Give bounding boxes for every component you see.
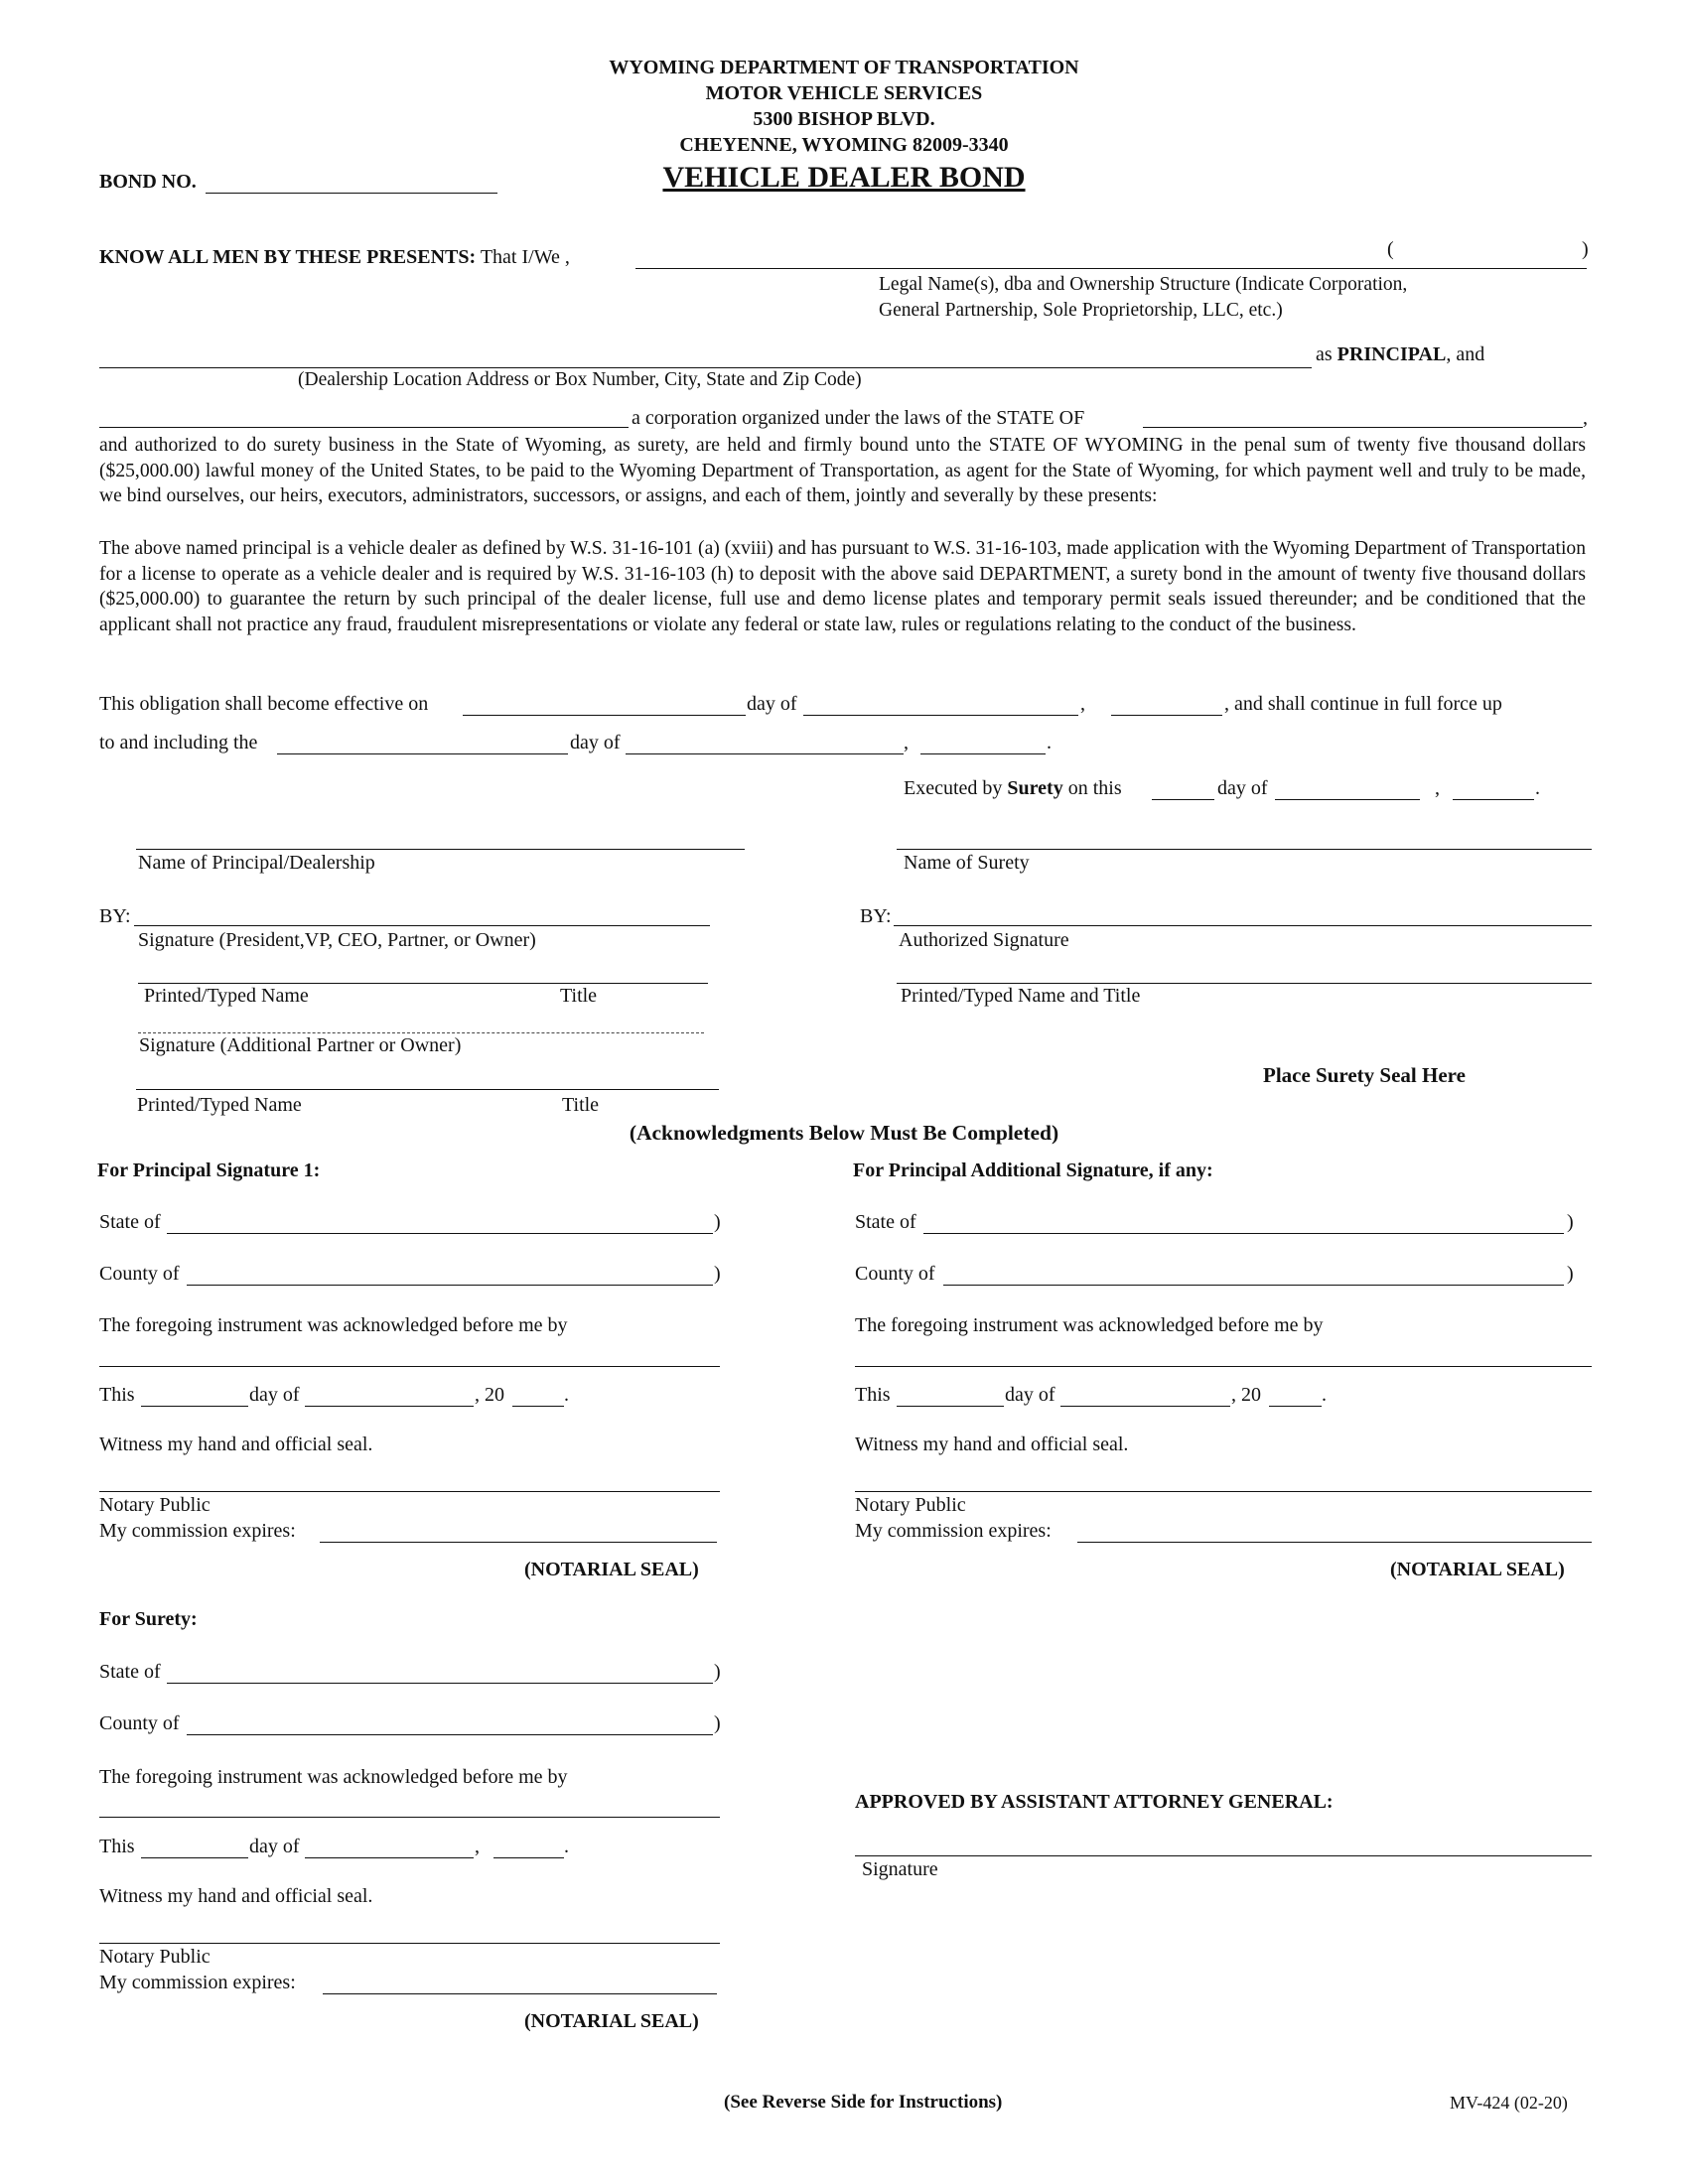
printed-name-1-label: Printed/Typed Name: [144, 985, 309, 1007]
bond-paragraph-1: and authorized to do surety business in the State of Wyoming, as surety, are held and firmly bound unto the STATE OF WYOMING in the penal sum of twenty five thousand dollars ($25,000.00) lawful money of the United States, to be paid to the Wyoming Department of Transportation, as agent for the State of Wyoming, for which payment well and truly to be made, we bind ourselves, our heirs, executors, administrators, successors, or assigns, and each of them, jointly and severally by these presents:: [99, 435, 1586, 507]
s-notary-label: Notary Public: [99, 1946, 211, 1968]
printed-name-title-label: Printed/Typed Name and Title: [901, 985, 1141, 1007]
effective-day-of: day of: [747, 693, 797, 715]
p2-state-close: ): [1567, 1211, 1574, 1233]
continue-label: , and shall continue in full force up: [1224, 693, 1502, 715]
p1-notary-signature-field[interactable]: [99, 1491, 720, 1492]
p2-state-field[interactable]: [923, 1233, 1564, 1234]
executed-period: .: [1535, 777, 1540, 799]
expiry-period: .: [1047, 732, 1052, 753]
expiry-year-field[interactable]: [920, 753, 1046, 754]
executed-on-this: on this: [1067, 777, 1122, 799]
legal-name-field[interactable]: [635, 268, 1587, 269]
as-principal-label: [1316, 343, 1484, 366]
executed-prefix: Executed by: [904, 777, 1003, 799]
principal-signature-field[interactable]: [134, 925, 710, 926]
p1-year-field[interactable]: [512, 1406, 564, 1407]
s-commission-label: My commission expires:: [99, 1972, 296, 1993]
surety-company-field[interactable]: [99, 427, 629, 428]
bond-no-label: BOND NO.: [99, 171, 197, 193]
title-2-label: Title: [562, 1094, 600, 1116]
p1-state-close: ): [714, 1211, 721, 1233]
p2-state-of-label: State of: [855, 1211, 916, 1233]
s-notarial-seal: (NOTARIAL SEAL): [524, 2010, 699, 2032]
p2-acknowledged-by-field[interactable]: [855, 1366, 1592, 1367]
p2-county-field[interactable]: [943, 1285, 1564, 1286]
executed-day-of: day of: [1217, 777, 1268, 799]
state-comma: ,: [1583, 407, 1588, 429]
p1-state-of-label: State of: [99, 1211, 161, 1233]
expiry-day-field[interactable]: [277, 753, 568, 754]
as-word: as: [1316, 343, 1333, 365]
form-number: MV-424 (02-20): [1450, 2093, 1568, 2113]
p1-county-close: ): [714, 1263, 721, 1285]
executed-label: [904, 777, 1122, 800]
sig-president-label: Signature (President,VP, CEO, Partner, or Owner): [138, 929, 536, 951]
division-name: MOTOR VEHICLE SERVICES: [705, 82, 983, 104]
additional-signature-field[interactable]: [138, 1032, 704, 1033]
s-day-field[interactable]: [141, 1857, 248, 1858]
p2-witness-label: Witness my hand and official seal.: [855, 1433, 1129, 1455]
additional-printed-name-field[interactable]: [136, 1089, 719, 1090]
street-address: 5300 BISHOP BLVD.: [753, 108, 935, 130]
sig-additional-label: Signature (Additional Partner or Owner): [139, 1034, 462, 1056]
s-notary-signature-field[interactable]: [99, 1943, 720, 1944]
expiry-month-field[interactable]: [626, 753, 904, 754]
dealership-address-field[interactable]: [99, 367, 1312, 368]
p2-county-of-label: County of: [855, 1263, 935, 1285]
p2-foregoing-label: The foregoing instrument was acknowledged before me by: [855, 1314, 1324, 1336]
bond-no-field[interactable]: [206, 193, 497, 194]
p1-foregoing-label: The foregoing instrument was acknowledged before me by: [99, 1314, 568, 1336]
ack-heading: (Acknowledgments Below Must Be Completed): [629, 1121, 1059, 1145]
and-word: , and: [1446, 343, 1485, 365]
agency-name: WYOMING DEPARTMENT OF TRANSPORTATION: [609, 57, 1079, 78]
know-all-line: [99, 246, 570, 269]
s-state-field[interactable]: [167, 1683, 713, 1684]
principal-word: PRINCIPAL: [1336, 343, 1447, 365]
surety-printed-name-field[interactable]: [897, 983, 1592, 984]
p2-month-field[interactable]: [1060, 1406, 1230, 1407]
p1-year-label: , 20: [475, 1384, 504, 1406]
surety-signature-field[interactable]: [894, 925, 1592, 926]
s-county-of-label: County of: [99, 1712, 180, 1734]
city-address: CHEYENNE, WYOMING 82009-3340: [679, 134, 1009, 156]
s-month-field[interactable]: [305, 1857, 474, 1858]
effective-day-field[interactable]: [463, 715, 746, 716]
effective-year-field[interactable]: [1111, 715, 1222, 716]
s-period: .: [564, 1836, 569, 1857]
p1-day-of-label: day of: [249, 1384, 300, 1406]
s-acknowledged-by-field[interactable]: [99, 1817, 720, 1818]
approval-signature-field[interactable]: [855, 1855, 1592, 1856]
s-state-of-label: State of: [99, 1661, 161, 1683]
principal-name-field[interactable]: [136, 849, 745, 850]
s-county-field[interactable]: [187, 1734, 713, 1735]
p2-notary-signature-field[interactable]: [855, 1491, 1592, 1492]
s-comma: ,: [475, 1836, 480, 1857]
p2-commission-field[interactable]: [1077, 1542, 1592, 1543]
p1-acknowledged-by-field[interactable]: [99, 1366, 720, 1367]
know-all-label: KNOW ALL MEN BY THESE PRESENTS:: [99, 246, 477, 268]
p1-notary-label: Notary Public: [99, 1494, 211, 1516]
effective-label: This obligation shall become effective on: [99, 693, 429, 715]
p2-year-field[interactable]: [1269, 1406, 1322, 1407]
s-year-field[interactable]: [493, 1857, 564, 1858]
p2-notarial-seal: (NOTARIAL SEAL): [1390, 1559, 1565, 1580]
page-title: VEHICLE DEALER BOND: [662, 161, 1026, 194]
that-i-we-label: That I/We ,: [480, 246, 570, 268]
legal-name-hint-1: Legal Name(s), dba and Ownership Structure (Indicate Corporation,: [879, 274, 1408, 295]
s-this-label: This: [99, 1836, 135, 1857]
surety-name-field[interactable]: [897, 849, 1592, 850]
by-left-label: BY:: [99, 905, 131, 927]
s-commission-field[interactable]: [323, 1993, 717, 1994]
title-1-label: Title: [560, 985, 598, 1007]
by-right-label: BY:: [860, 905, 892, 927]
s-state-close: ): [714, 1661, 721, 1683]
principal-2-heading: For Principal Additional Signature, if any:: [853, 1160, 1213, 1181]
corporation-text: a corporation organized under the laws of the STATE OF: [632, 407, 1085, 429]
p1-state-field[interactable]: [167, 1233, 713, 1234]
expiry-comma: ,: [904, 732, 909, 753]
p1-this-label: This: [99, 1384, 135, 1406]
to-including-label: to and including the: [99, 732, 258, 753]
surety-word: Surety: [1007, 777, 1063, 799]
name-surety-label: Name of Surety: [904, 852, 1030, 874]
p1-notarial-seal: (NOTARIAL SEAL): [524, 1559, 699, 1580]
surety-heading: For Surety:: [99, 1608, 198, 1630]
p2-day-of-label: day of: [1005, 1384, 1055, 1406]
expiry-day-of: day of: [570, 732, 621, 753]
principal-1-heading: For Principal Signature 1:: [97, 1160, 321, 1181]
p2-day-field[interactable]: [897, 1406, 1004, 1407]
effective-comma: ,: [1080, 693, 1085, 715]
p1-county-field[interactable]: [187, 1285, 713, 1286]
legal-name-hint-2: General Partnership, Sole Proprietorship, LLC, etc.): [879, 300, 1283, 321]
p1-county-of-label: County of: [99, 1263, 180, 1285]
printed-name-2-label: Printed/Typed Name: [137, 1094, 302, 1116]
p1-month-field[interactable]: [305, 1406, 474, 1407]
p1-witness-label: Witness my hand and official seal.: [99, 1433, 373, 1455]
state-of-incorporation-field[interactable]: [1143, 427, 1583, 428]
p1-day-field[interactable]: [141, 1406, 248, 1407]
authorized-sig-label: Authorized Signature: [899, 929, 1069, 951]
s-foregoing-label: The foregoing instrument was acknowledged before me by: [99, 1766, 568, 1788]
principal-printed-name-field[interactable]: [138, 983, 708, 984]
p1-commission-label: My commission expires:: [99, 1520, 296, 1542]
reverse-side-note: (See Reverse Side for Instructions): [724, 2092, 1003, 2113]
executed-month-field[interactable]: [1275, 799, 1420, 800]
executed-year-field[interactable]: [1453, 799, 1534, 800]
approval-heading: APPROVED BY ASSISTANT ATTORNEY GENERAL:: [855, 1791, 1334, 1813]
p2-year-label: , 20: [1231, 1384, 1261, 1406]
ownership-close-paren: ): [1582, 238, 1589, 260]
place-seal-label: Place Surety Seal Here: [1263, 1063, 1466, 1087]
executed-comma: ,: [1435, 777, 1440, 799]
p2-this-label: This: [855, 1384, 891, 1406]
name-principal-label: Name of Principal/Dealership: [138, 852, 375, 874]
p2-commission-label: My commission expires:: [855, 1520, 1052, 1542]
p1-period: .: [564, 1384, 569, 1406]
p1-commission-field[interactable]: [320, 1542, 717, 1543]
p2-county-close: ): [1567, 1263, 1574, 1285]
p2-notary-label: Notary Public: [855, 1494, 966, 1516]
approval-signature-label: Signature: [862, 1858, 938, 1880]
ownership-open-paren: (: [1387, 238, 1394, 260]
s-county-close: ): [714, 1712, 721, 1734]
address-hint: (Dealership Location Address or Box Number, City, State and Zip Code): [298, 369, 862, 390]
executed-day-field[interactable]: [1152, 799, 1214, 800]
s-day-of-label: day of: [249, 1836, 300, 1857]
bond-paragraph-2: The above named principal is a vehicle dealer as defined by W.S. 31-16-101 (a) (xviii) and has pursuant to W.S. 31-16-103, made application with the Wyoming Department of Transportation for a license to operate as a vehicle dealer and is required by W.S. 31-16-103 (h) to deposit with the above said DEPARTMENT, a surety bond in the amount of twenty five thousand dollars ($25,000.00) to guarantee the return by such principal of the dealer license, full use and demo license plates and temporary permit seals issued thereunder; and be conditioned that the applicant shall not practice any fraud, fraudulent misrepresentations or violate any federal or state law, rules or regulations relating to the conduct of the business.: [99, 538, 1586, 635]
effective-month-field[interactable]: [803, 715, 1078, 716]
s-witness-label: Witness my hand and official seal.: [99, 1885, 373, 1907]
p2-period: .: [1322, 1384, 1327, 1406]
